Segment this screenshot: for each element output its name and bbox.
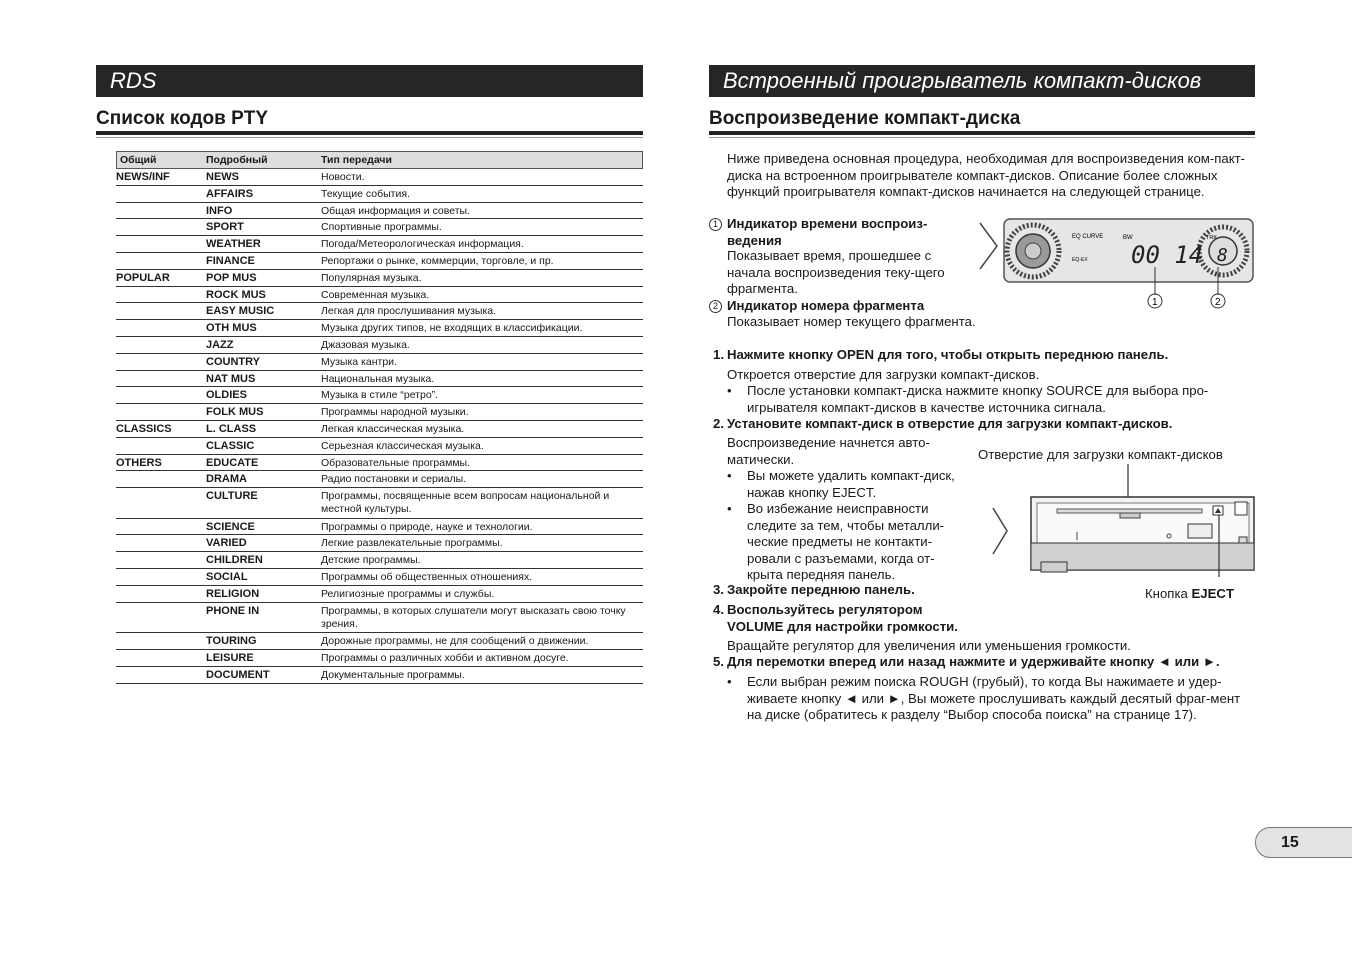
row-type: Музыка кантри. — [321, 355, 397, 368]
section-title-rds: RDS — [96, 65, 643, 97]
row-type: Репортажи о рынке, коммерции, торговле, и пр. — [321, 254, 554, 267]
step1-bullet: • После установки компакт-диска нажмите кнопку SOURCE для выбора про-игрывателя компакт-дисков в качестве источника сигнала. — [727, 383, 1209, 415]
row-detail: DRAMA — [206, 473, 247, 486]
row-type: Музыка других типов, не входящих в классификации. — [321, 322, 583, 335]
step4-title: 4. Воспользуйтесь регулятором VOLUME для настройки громкости. — [713, 602, 958, 634]
step3-title: 3. Закройте переднюю панель. — [713, 582, 915, 597]
row-detail: L. CLASS — [206, 422, 257, 435]
eject-label: Кнопка EJECT — [1145, 586, 1235, 601]
header-detail: Подробный — [206, 154, 268, 166]
table-row — [116, 303, 643, 320]
row-detail: NEWS — [206, 171, 239, 183]
row-detail: FINANCE — [206, 254, 255, 267]
table-row — [116, 421, 643, 438]
page-number-tab — [1255, 827, 1352, 858]
row-detail: INFO — [206, 204, 233, 217]
table-row — [116, 219, 643, 236]
page-number: 15 — [1281, 834, 1299, 851]
row-detail: EDUCATE — [206, 456, 259, 469]
table-row — [116, 650, 643, 667]
row-detail: AFFAIRS — [206, 187, 254, 200]
row-type: Программы о различных хобби и активном досуге. — [321, 651, 569, 664]
row-type: Радио постановки и сериалы. — [321, 473, 467, 486]
row-type: Легкая для прослушивания музыка. — [321, 305, 497, 318]
display-illustration — [975, 215, 1255, 315]
cd-slot — [1057, 509, 1202, 513]
step1-desc: Откроется отверстие для загрузки компакт-дисков. — [727, 367, 1040, 382]
connector-icon — [1188, 524, 1212, 538]
svg-text:1: 1 — [1152, 297, 1158, 308]
row-divider — [116, 683, 643, 684]
row-type: Серьезная классическая музыка. — [321, 439, 484, 452]
row-general: POPULAR — [116, 271, 170, 284]
row-detail: NAT MUS — [206, 372, 256, 385]
row-type: Программы, в которых слушатели могут высказать свою точку зрения. — [321, 604, 626, 630]
pty-heading: Список кодов PTY — [96, 108, 269, 129]
table-row — [116, 519, 643, 536]
row-type: Программы о природе, науке и технологии. — [321, 520, 533, 533]
row-detail: CULTURE — [206, 490, 258, 503]
arrow-icon — [980, 223, 997, 269]
table-row — [116, 371, 643, 388]
header-general: Общий — [120, 154, 157, 166]
table-row — [116, 387, 643, 404]
row-detail: VARIED — [206, 537, 247, 550]
row-type: Джазовая музыка. — [321, 338, 410, 351]
row-type: Религиозные программы и службы. — [321, 587, 495, 600]
row-type: Современная музыка. — [321, 288, 430, 301]
callout-number: 1 — [709, 218, 722, 231]
pty-table-body — [116, 169, 643, 684]
row-type: Спортивные программы. — [321, 221, 442, 234]
table-row — [116, 438, 643, 455]
row-detail: DOCUMENT — [206, 668, 270, 681]
table-row — [116, 186, 643, 203]
row-type: Популярная музыка. — [321, 271, 422, 284]
row-type: Легкие развлекательные программы. — [321, 537, 503, 550]
row-detail: WEATHER — [206, 238, 261, 251]
step5-bullet: • Если выбран режим поиска ROUGH (грубый), то когда Вы нажимаете и удер-живаете кнопку ◄ или ►, Вы можете прослушивать каждый десятый фраг-мент на диске (обратитесь к разделу “Выбор способа поиска” на странице 17). — [727, 674, 1241, 722]
row-type: Новости. — [321, 171, 365, 183]
heading-rule — [96, 131, 643, 135]
heading-rule — [709, 131, 1255, 135]
row-detail: LEISURE — [206, 651, 254, 664]
row-detail: SPORT — [206, 221, 244, 234]
row-detail: COUNTRY — [206, 355, 260, 368]
row-detail: EASY MUSIC — [206, 305, 275, 318]
row-type: Общая информация и советы. — [321, 204, 470, 217]
row-type: Детские программы. — [321, 554, 421, 567]
eq-curve-label: EQ CURVE — [1072, 234, 1104, 240]
intro-text: Ниже приведена основная процедура, необходимая для воспроизведения ком-пакт-диска на встроенном проигрывателе компакт-дисков. Описание более сложных функций проигрывателя компакт-дисков начинается на следующей странице. — [727, 151, 1246, 199]
row-type: Легкая классическая музыка. — [321, 422, 465, 435]
table-row — [116, 320, 643, 337]
cd-unit-illustration — [985, 462, 1255, 577]
step2-title: 2. Установите компакт-диск в отверстие для загрузки компакт-дисков. — [713, 416, 1173, 431]
row-detail: JAZZ — [206, 338, 234, 351]
row-detail: CLASSIC — [206, 439, 255, 452]
row-type: Документальные программы. — [321, 668, 465, 681]
indicator2-desc: Показывает номер текущего фрагмента. — [727, 314, 976, 329]
svg-text:2: 2 — [1215, 297, 1221, 308]
row-type: Музыка в стиле “ретро”. — [321, 389, 439, 402]
row-type: Программы об общественных отношениях. — [321, 571, 533, 584]
row-type: Образовательные программы. — [321, 456, 471, 469]
row-detail: TOURING — [206, 635, 257, 648]
row-type: Программы, посвященные всем вопросам национальной и местной культуры. — [321, 490, 610, 516]
step1-title: 1. Нажмите кнопку OPEN для того, чтобы открыть переднюю панель. — [713, 347, 1169, 362]
step4-desc: Вращайте регулятор для увеличения или уменьшения громкости. — [727, 638, 1131, 653]
pty-table-header — [116, 151, 643, 169]
track-readout: 8 — [1217, 245, 1228, 266]
eqex-label: EQ-EX — [1072, 257, 1088, 263]
row-type: Погода/Метеорологическая информация. — [321, 238, 524, 251]
table-row — [116, 169, 643, 186]
row-type: Программы народной музыки. — [321, 406, 469, 419]
row-general: CLASSICS — [116, 422, 172, 435]
trk-label: TRK — [1206, 235, 1217, 241]
row-detail: RELIGION — [206, 587, 260, 600]
table-row — [116, 236, 643, 253]
table-row — [116, 471, 643, 488]
row-detail: CHILDREN — [206, 554, 263, 567]
step5-title: 5. Для перемотки вперед или назад нажмите и удерживайте кнопку ◄ или ►. — [713, 654, 1220, 669]
table-row — [116, 270, 643, 287]
row-detail: SCIENCE — [206, 520, 255, 533]
row-detail: ROCK MUS — [206, 288, 266, 301]
table-row — [116, 552, 643, 569]
step2-bullet2: • Во избежание неисправности следите за тем, чтобы металли-ческие предметы не контакти-ровали с разъемами, когда от-крыта передняя панель. — [727, 501, 945, 582]
table-row — [116, 667, 643, 684]
step2-bullet1: • Вы можете удалить компакт-диск, нажав кнопку EJECT. — [727, 468, 955, 500]
table-row — [116, 569, 643, 586]
row-type: Дорожные программы, не для сообщений о движении. — [321, 635, 589, 648]
table-row — [116, 287, 643, 304]
bw-label: BW — [1123, 235, 1133, 241]
row-detail: POP MUS — [206, 271, 257, 284]
row-detail: FOLK MUS — [206, 406, 264, 419]
heading-rule-thin — [709, 137, 1255, 138]
table-row — [116, 354, 643, 371]
indicator1-desc: Показывает время, прошедшее с начала воспроизведения теку-щего фрагмента. — [727, 248, 945, 296]
row-type: Текущие события. — [321, 187, 410, 200]
row-type: Национальная музыка. — [321, 372, 435, 385]
pty-table — [116, 151, 643, 684]
table-row — [116, 404, 643, 421]
table-row — [116, 633, 643, 650]
section-title-cd: Встроенный проигрыватель компакт-дисков — [709, 65, 1255, 97]
cd-heading: Воспроизведение компакт-диска — [709, 108, 1021, 129]
table-row — [116, 488, 643, 519]
step2-desc: Воспроизведение начнется авто-матически. — [727, 435, 930, 467]
table-row — [116, 603, 643, 634]
table-row — [116, 337, 643, 354]
table-row — [116, 253, 643, 270]
table-row — [116, 455, 643, 472]
time-readout: 00 14 — [1131, 241, 1204, 269]
indicator2-title: 2 Индикатор номера фрагмента — [709, 298, 999, 315]
header-type: Тип передачи — [321, 154, 392, 166]
table-row — [116, 203, 643, 220]
table-row — [116, 586, 643, 603]
row-detail: SOCIAL — [206, 571, 248, 584]
row-detail: OTH MUS — [206, 322, 257, 335]
table-row — [116, 535, 643, 552]
row-detail: PHONE IN — [206, 604, 260, 617]
callout-number: 2 — [709, 300, 722, 313]
row-general: OTHERS — [116, 456, 162, 469]
arrow-icon — [993, 508, 1007, 554]
indicator1-title: 1 Индикатор времени воспроиз-ведения — [709, 216, 959, 233]
row-detail: OLDIES — [206, 389, 247, 402]
heading-rule-thin — [96, 137, 643, 138]
row-general: NEWS/INF — [116, 171, 170, 183]
slot-label: Отверстие для загрузки компакт-дисков — [978, 447, 1223, 462]
